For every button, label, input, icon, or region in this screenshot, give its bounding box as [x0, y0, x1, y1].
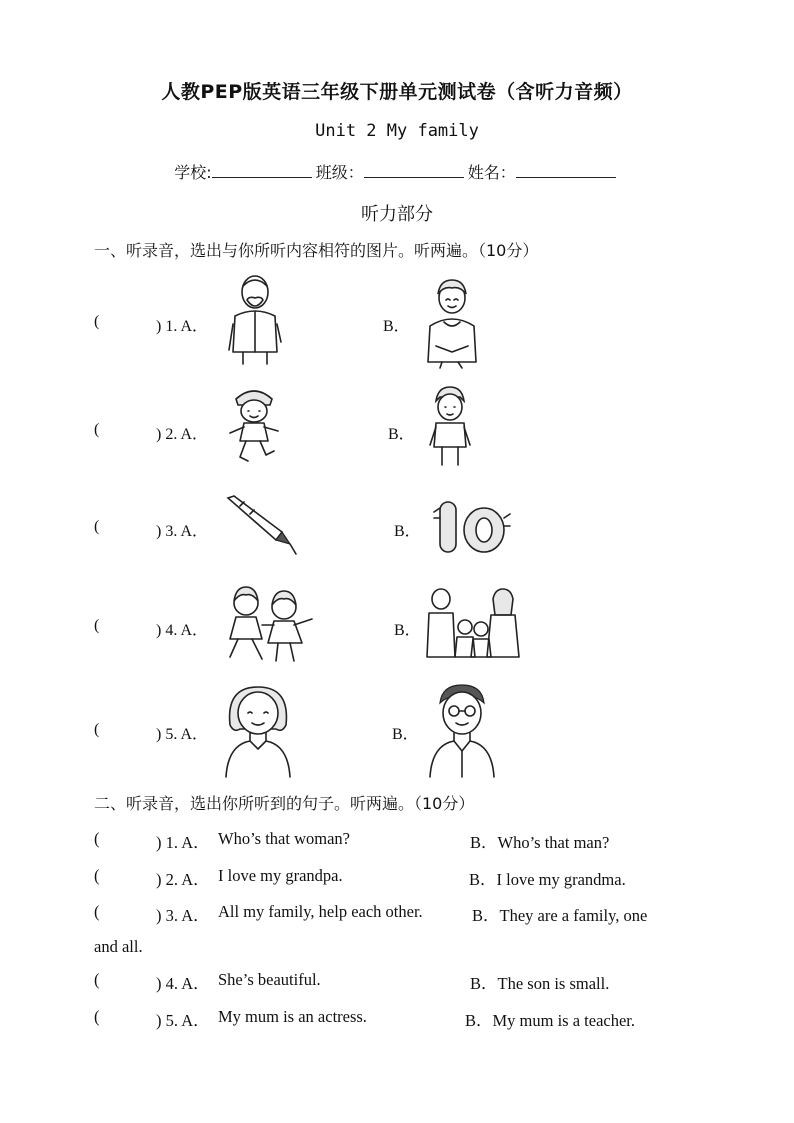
paren-open: ( [94, 518, 100, 535]
option-b-sentence: B．I love my grandma. [469, 870, 626, 889]
paren-open: ( [94, 1007, 100, 1026]
question-number: ) 2. A． [156, 426, 209, 443]
option-a-sentence: My mum is an actress. [218, 1007, 367, 1026]
question-number: ) 5. A． [156, 1011, 210, 1030]
unit-subtitle: Unit 2 My family [315, 121, 479, 141]
option-b-label: B． [394, 523, 421, 540]
page-title: 人教PEP版英语三年级下册单元测试卷（含听力音频） [161, 81, 633, 103]
section-heading: 听力部分 [361, 204, 433, 225]
school-label: 学校: [174, 163, 212, 182]
girl-icon [226, 385, 282, 465]
part2-instruction: 二、听录音，选出你所听到的句子。听两遍。（10分） [94, 794, 475, 813]
option-a-sentence: Who’s that woman? [218, 829, 350, 848]
paren-open: ( [94, 902, 100, 921]
paren-open: ( [94, 866, 100, 885]
paren-open: ( [94, 617, 100, 634]
sentence-continuation: and all. [94, 937, 143, 956]
option-b-label: B． [392, 726, 419, 743]
woman-icon [222, 683, 294, 777]
paren-open: ( [94, 970, 100, 989]
grandma-icon [422, 276, 482, 368]
part1-instruction: 一、听录音，选出与你所听内容相符的图片。听两遍。（10分） [94, 241, 539, 260]
option-b-sentence: B．Who’s that man? [470, 833, 610, 852]
question-number: ) 1. A． [156, 318, 209, 335]
student-info-line [0, 160, 794, 183]
class-label: 班级： [315, 163, 364, 182]
question-number: ) 4. A． [156, 622, 209, 639]
option-a-sentence: All my family, help each other. [218, 902, 423, 921]
family-icon [425, 585, 519, 663]
question-number: ) 2. A． [156, 870, 210, 889]
question-number: ) 3. A． [156, 906, 210, 925]
number-ten-icon [428, 496, 512, 556]
option-b-label: B． [388, 426, 415, 443]
question-number: ) 5. A． [156, 726, 209, 743]
option-b-label: B． [383, 318, 410, 335]
option-b-sentence: B．They are a family, one [472, 906, 648, 925]
pen-icon [220, 494, 304, 558]
man-icon [426, 683, 496, 777]
paren-open: ( [94, 313, 100, 330]
school-blank[interactable] [212, 163, 312, 178]
option-b-sentence: B．My mum is a teacher. [465, 1011, 636, 1030]
option-a-sentence: I love my grandpa. [218, 866, 343, 885]
paren-open: ( [94, 721, 100, 738]
name-blank[interactable] [516, 163, 616, 178]
boy-icon [424, 385, 474, 467]
paren-open: ( [94, 421, 100, 438]
option-a-sentence: She’s beautiful. [218, 970, 321, 989]
two-girls-icon [222, 583, 336, 663]
question-number: ) 1. A． [156, 833, 210, 852]
question-number: ) 3. A． [156, 523, 209, 540]
paren-open: ( [94, 829, 100, 848]
name-label: 姓名： [467, 163, 516, 182]
option-b-sentence: B．The son is small. [470, 974, 610, 993]
option-b-label: B． [394, 622, 421, 639]
grandpa-icon [225, 272, 285, 364]
class-blank[interactable] [364, 163, 464, 178]
question-number: ) 4. A． [156, 974, 210, 993]
